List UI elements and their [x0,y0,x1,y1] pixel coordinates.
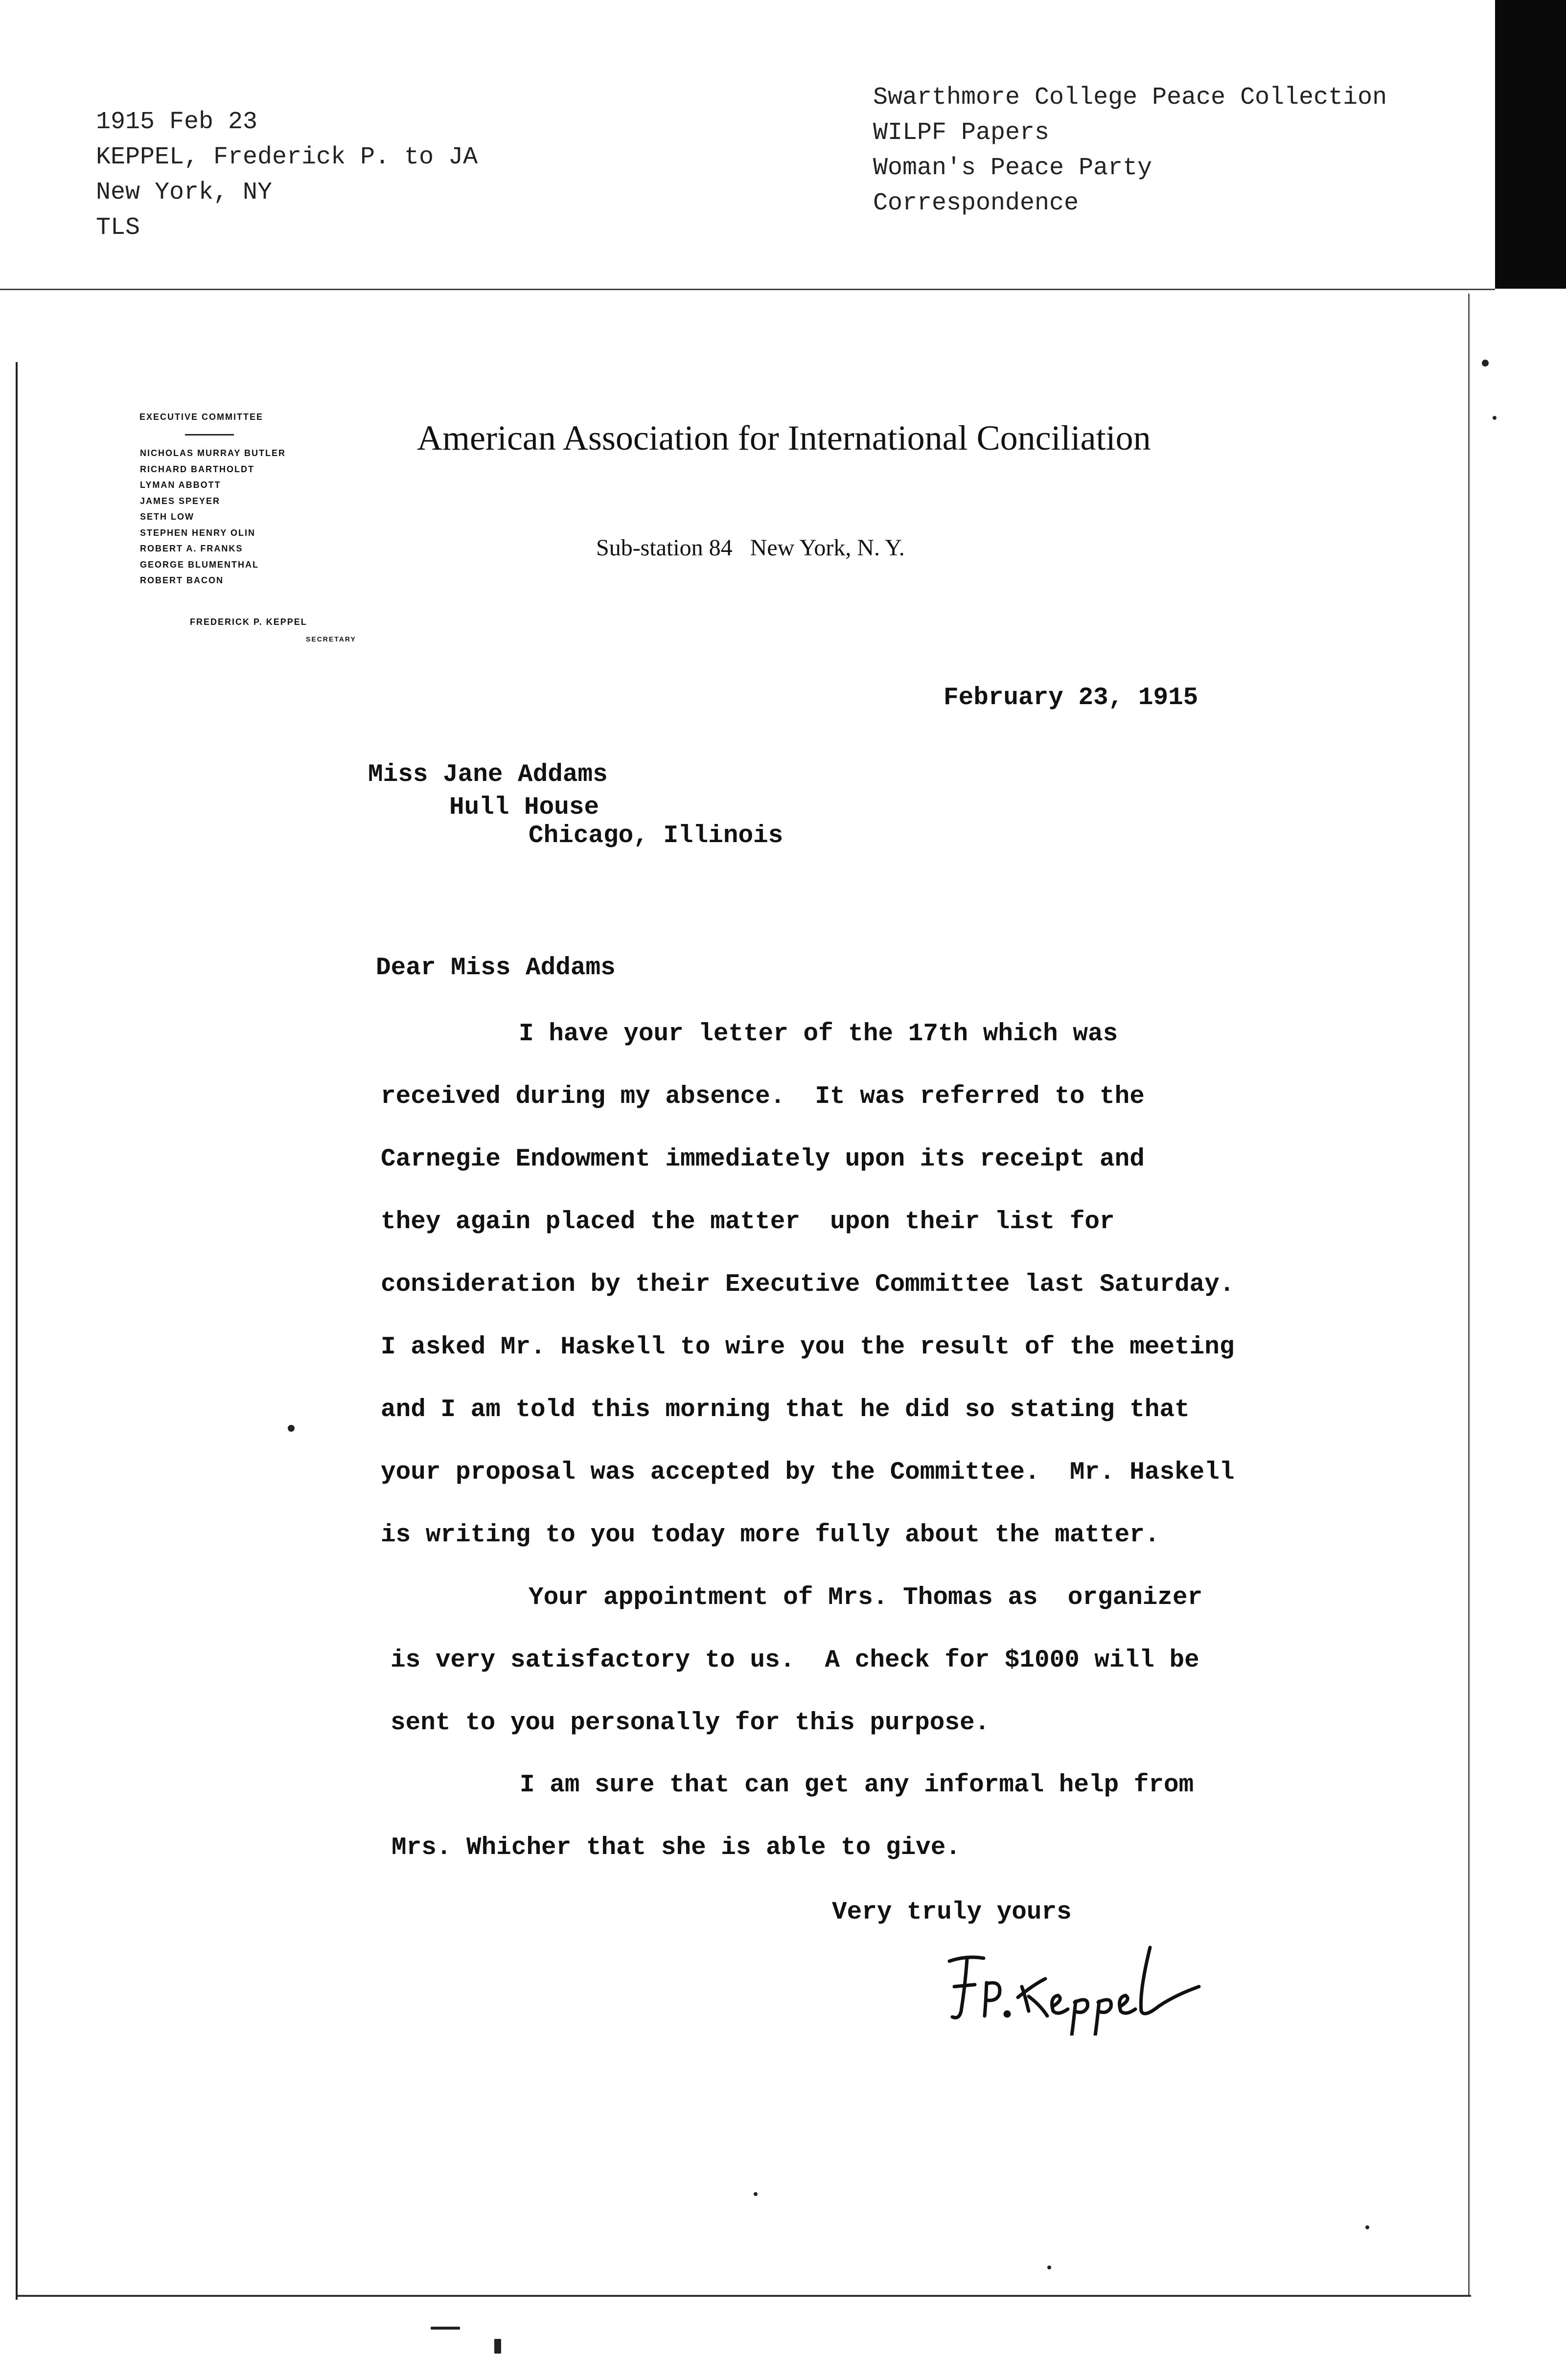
organization-address: Sub-station 84 New York, N. Y. [596,535,905,561]
salutation: Dear Miss Addams [376,954,616,982]
body-line: sent to you personally for this purpose. [391,1709,990,1737]
page-edge-top [0,289,1495,290]
recipient-city: Chicago, Illinois [529,822,783,850]
body-line: is very satisfactory to us. A check for $1000 will be [391,1647,1199,1674]
committee-member: LYMAN ABBOTT [140,480,221,490]
committee-member: GEORGE BLUMENTHAL [140,559,259,570]
body-line: consideration by their Executive Committee last Saturday. [381,1271,1235,1299]
archive-date: 1915 Feb 23 [96,108,258,136]
body-line: Carnegie Endowment immediately upon its receipt and [381,1145,1145,1173]
signature [944,1938,1209,2036]
archive-collection: Swarthmore College Peace Collection [873,84,1387,112]
archive-papers: WILPF Papers [873,119,1050,147]
scan-speck [288,1425,295,1432]
page-edge-right [1468,294,1470,2295]
page-edge-left [16,362,18,2300]
committee-member: ROBERT BACON [140,575,224,585]
archive-subseries: Correspondence [873,189,1079,217]
paragraph-2 [391,1567,1202,1755]
committee-rule [185,434,234,435]
committee-member: JAMES SPEYER [140,496,221,506]
scan-speck [1482,360,1489,366]
paragraph-3 [392,1754,1194,1879]
body-line: Mrs. Whicher that she is able to give. [392,1834,961,1862]
paragraph-1 [381,1003,1234,1567]
archive-label-right [873,80,1387,221]
scan-speck [754,2192,758,2196]
committee-title: EXECUTIVE COMMITTEE [139,412,264,422]
page-edge-bottom [18,2295,1471,2297]
secretary-title: SECRETARY [306,635,356,643]
recipient-name: Miss Jane Addams [368,761,608,789]
recipient-street: Hull House [449,794,599,822]
committee-list [140,445,286,589]
archive-series: Woman's Peace Party [873,154,1152,182]
archive-type: TLS [96,214,140,242]
archive-place: New York, NY [96,179,273,206]
body-line: your proposal was accepted by the Committee. Mr. Haskell [381,1459,1235,1487]
scan-border-corner [1495,0,1566,289]
scan-speck [1493,416,1497,420]
committee-member: NICHOLAS MURRAY BUTLER [140,448,286,458]
scan-speck [494,2339,501,2354]
body-line: they again placed the matter upon their list for [381,1208,1115,1236]
organization-name: American Association for International Conciliation [417,418,1151,458]
committee-member: STEPHEN HENRY OLIN [140,527,256,538]
scan-speck [1047,2266,1051,2269]
closing: Very truly yours [832,1899,1072,1926]
body-line: I asked Mr. Haskell to wire you the result of the meeting [381,1333,1235,1361]
body-line: I have your letter of the 17th which was [519,1020,1118,1048]
committee-member: SETH LOW [140,512,194,522]
body-line: received during my absence. It was referred to the [381,1083,1145,1111]
scan-speck [431,2327,460,2330]
letter-date: February 23, 1915 [944,684,1198,712]
body-line: and I am told this morning that he did so stating that [381,1396,1190,1424]
scan-speck [1365,2225,1369,2229]
committee-member: ROBERT A. FRANKS [140,544,243,553]
committee-member: RICHARD BARTHOLDT [140,464,254,474]
body-line: Your appointment of Mrs. Thomas as organizer [529,1584,1203,1612]
body-line: I am sure that can get any informal help from [520,1771,1194,1799]
body-line: is writing to you today more fully about the matter. [381,1521,1160,1549]
secretary-name: FREDERICK P. KEPPEL [190,617,307,627]
archive-label-left [96,105,478,246]
archive-correspondents: KEPPEL, Frederick P. to JA [96,143,478,171]
